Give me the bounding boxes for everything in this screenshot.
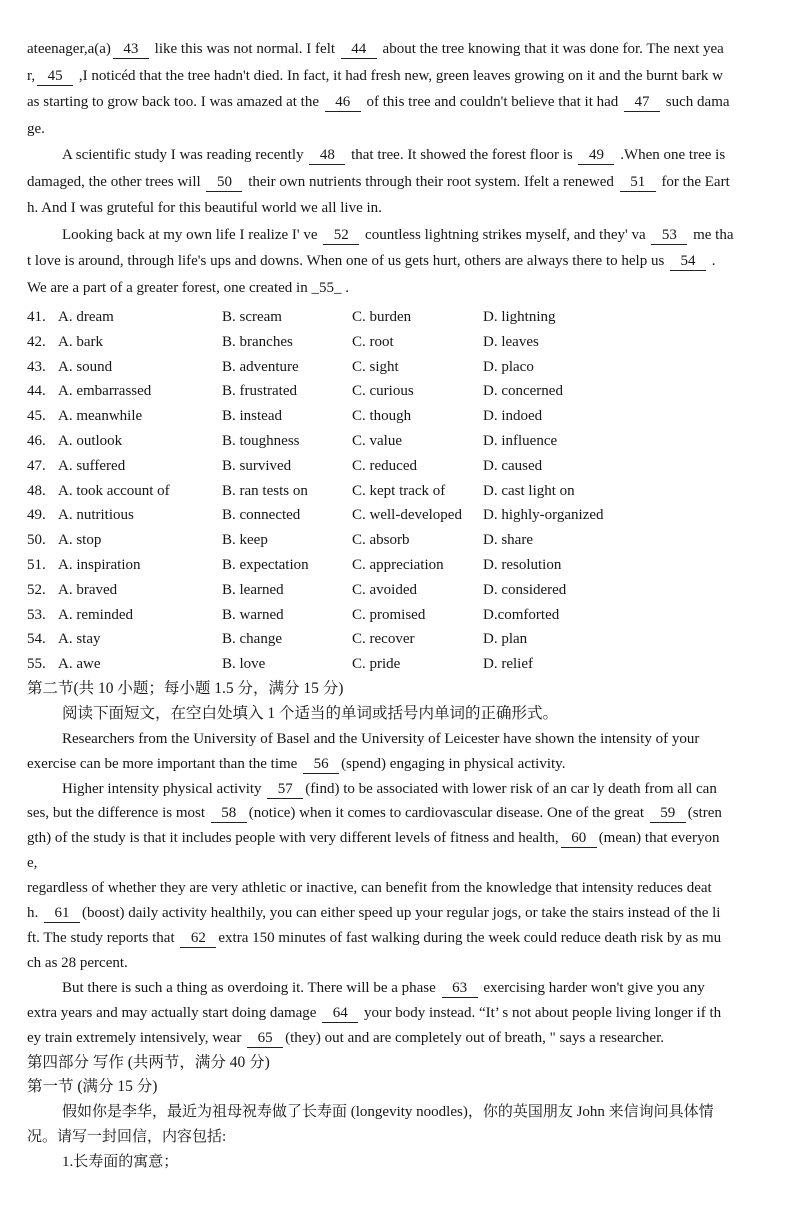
question-number: 41.	[27, 309, 46, 325]
option-b: B. change	[222, 631, 282, 648]
part4-section1-heading: 第一节 (满分 15 分)	[27, 1078, 158, 1096]
section2-block	[27, 677, 794, 1175]
passage-line: A scientific study I was reading recently 48 that tree. It showed the forest floor is 49 .When one tree is	[62, 147, 726, 163]
option-row-51	[27, 553, 794, 578]
part4-heading: 第四部分 写作 (共两节，满分 40 分)	[27, 1053, 270, 1071]
option-c: C. promised	[352, 606, 426, 623]
blank-46: 46	[325, 94, 361, 112]
option-c: C. pride	[352, 656, 401, 673]
option-a: A. awe	[58, 656, 101, 673]
option-row-43	[27, 355, 794, 380]
option-b: B. branches	[222, 333, 293, 350]
option-a: A. meanwhile	[58, 408, 143, 425]
option-c: C. though	[352, 408, 412, 425]
passage-line: But there is such a thing as overdoing it. There will be a phase 63 exercising harder won't give you any	[62, 979, 705, 996]
option-b: B. love	[222, 656, 266, 673]
option-d: D. leaves	[483, 333, 539, 350]
passage-line: Higher intensity physical activity 57 (find) to be associated with lower risk of an car ly death from all can	[62, 780, 717, 797]
cloze-options-table	[27, 305, 794, 677]
blank-49: 49	[578, 147, 614, 165]
passage-line: as starting to grow back too. I was amazed at the 46 of this tree and couldn't believe that it had 47 such dama	[27, 94, 730, 110]
option-row-47	[27, 454, 794, 479]
option-row-44	[27, 379, 794, 404]
passage-line: Researchers from the University of Basel and the University of Leicester have shown the intensity of your	[62, 730, 700, 747]
option-b: B. survived	[222, 457, 292, 474]
option-d: D. concerned	[483, 383, 563, 400]
blank-59: 59	[650, 805, 686, 823]
blank-53: 53	[651, 227, 687, 245]
passage-line: e,	[27, 855, 38, 872]
option-row-45	[27, 404, 794, 429]
question-number: 53.	[27, 606, 46, 623]
option-d: D. lightning	[483, 309, 556, 325]
option-d: D. resolution	[483, 556, 562, 573]
grammar-fill-passage	[27, 727, 794, 1051]
option-a: A. embarrassed	[58, 383, 152, 400]
passage-line: ch as 28 percent.	[27, 954, 128, 971]
option-a: A. dream	[58, 309, 114, 325]
option-d: D. share	[483, 532, 533, 549]
passage-line: 假如你是李华，最近为祖母祝寿做了长寿面 (longevity noodles)，你的英国朋友 John 来信询问具体情	[62, 1104, 714, 1121]
question-number: 45.	[27, 408, 46, 425]
option-a: A. sound	[58, 358, 113, 375]
option-b: B. connected	[222, 507, 301, 524]
blank-43: 43	[113, 41, 149, 59]
blank-56: 56	[303, 756, 339, 774]
option-b: B. expectation	[222, 556, 309, 573]
passage-line: extra years and may actually start doing damage 64 your body instead. “It’ s not about people living longer if th	[27, 1004, 722, 1021]
option-d: D. indoed	[483, 408, 543, 425]
option-b: B. adventure	[222, 358, 299, 375]
option-b: B. toughness	[222, 432, 300, 449]
passage-line: t love is around, through life's ups and downs. When one of us gets hurt, others are always there to help us 54 .	[27, 253, 716, 269]
question-number: 51.	[27, 556, 46, 573]
option-b: B. keep	[222, 532, 268, 549]
blank-51: 51	[620, 174, 656, 192]
option-c: C. root	[352, 333, 394, 350]
question-number: 52.	[27, 581, 46, 598]
blank-45: 45	[37, 68, 73, 86]
blank-52: 52	[323, 227, 359, 245]
passage-line: ey train extremely intensively, wear 65 (they) out and are completely out of breath, " says a researcher.	[27, 1029, 664, 1046]
option-d: D. relief	[483, 656, 533, 673]
cloze-passage	[27, 36, 794, 301]
option-c: C. avoided	[352, 581, 417, 598]
blank-58: 58	[211, 805, 247, 823]
passage-line: exercise can be more important than the time 56 (spend) engaging in physical activity.	[27, 755, 566, 772]
option-a: A. braved	[58, 581, 118, 598]
question-number: 44.	[27, 383, 46, 400]
option-d: D. plan	[483, 631, 528, 648]
blank-63: 63	[442, 980, 478, 998]
option-a: A. stop	[58, 532, 102, 549]
option-row-46	[27, 429, 794, 454]
option-d: D. highly-organized	[483, 507, 604, 524]
option-d: D. cast light on	[483, 482, 575, 499]
passage-line: We are a part of a greater forest, one created in _55_ .	[27, 279, 349, 296]
passage-line: ge.	[27, 120, 45, 137]
option-d: D.comforted	[483, 606, 560, 623]
option-row-48	[27, 479, 794, 504]
option-b: B. instead	[222, 408, 282, 425]
question-number: 55.	[27, 656, 46, 673]
blank-60: 60	[561, 830, 597, 848]
option-row-55	[27, 652, 794, 677]
option-d: D. influence	[483, 432, 558, 449]
blank-65: 65	[247, 1030, 283, 1048]
blank-57: 57	[267, 781, 303, 799]
option-c: C. value	[352, 432, 402, 449]
option-a: A. stay	[58, 631, 101, 648]
blank-47: 47	[624, 94, 660, 112]
passage-line: regardless of whether they are very athletic or inactive, can benefit from the knowledge that intensity reduces deat	[27, 880, 712, 897]
option-a: A. nutritious	[58, 507, 134, 524]
option-c: C. recover	[352, 631, 415, 648]
question-number: 46.	[27, 432, 46, 449]
option-row-42	[27, 330, 794, 355]
option-row-41	[27, 305, 794, 330]
question-number: 54.	[27, 631, 46, 648]
option-a: A. reminded	[58, 606, 133, 623]
passage-line: ft. The study reports that 62 extra 150 minutes of fast walking during the week could reduce death risk by as mu	[27, 930, 722, 947]
option-c: C. curious	[352, 383, 414, 400]
option-a: A. inspiration	[58, 556, 141, 573]
question-number: 42.	[27, 333, 46, 350]
question-number: 50.	[27, 532, 46, 549]
passage-line: ses, but the difference is most 58 (notice) when it comes to cardiovascular disease. One of the great 59 (stren	[27, 805, 722, 822]
option-d: D. placo	[483, 358, 534, 375]
option-c: C. reduced	[352, 457, 417, 474]
question-number: 47.	[27, 457, 46, 474]
option-row-52	[27, 578, 794, 603]
passage-line: 1.长寿面的寓意；	[62, 1154, 179, 1171]
option-d: D. caused	[483, 457, 543, 474]
passage-line: damaged, the other trees will 50 their own nutrients through their root system. Ifelt a renewed 51 for the Eart	[27, 173, 730, 190]
blank-64: 64	[322, 1005, 358, 1023]
passage-line: Looking back at my own life I realize I' ve 52 countless lightning strikes myself, and they' va 53 me tha	[62, 226, 734, 243]
passage-line: ateenager,a(a) 43 like this was not normal. I felt 44 about the tree knowing that it was done for. The next yea	[27, 41, 724, 57]
option-a: A. took account of	[58, 482, 170, 499]
section2-heading: 第二节(共 10 小题；每小题 1.5 分，满分 15 分)	[27, 679, 344, 697]
option-b: B. scream	[222, 309, 282, 325]
option-a: A. suffered	[58, 457, 126, 474]
question-number: 49.	[27, 507, 46, 524]
option-row-53	[27, 603, 794, 628]
writing-prompt	[27, 1100, 794, 1175]
option-b: B. warned	[222, 606, 284, 623]
passage-line: h. And I was gruteful for this beautiful world we all live in.	[27, 200, 382, 216]
blank-61: 61	[44, 905, 80, 923]
option-c: C. absorb	[352, 532, 410, 549]
option-c: C. sight	[352, 358, 399, 375]
blank-44: 44	[341, 41, 377, 59]
blank-54: 54	[670, 253, 706, 271]
option-a: A. bark	[58, 333, 103, 350]
passage-line: r, 45 ,I noticéd that the tree hadn't died. In fact, it had fresh new, green leaves growing on it and the burnt bark w	[27, 67, 723, 84]
option-c: C. kept track of	[352, 482, 446, 499]
option-row-49	[27, 503, 794, 528]
option-a: A. outlook	[58, 432, 123, 449]
option-b: B. ran tests on	[222, 482, 308, 499]
question-number: 48.	[27, 482, 46, 499]
passage-line: 况。请写一封回信，内容包括:	[27, 1129, 227, 1146]
question-number: 43.	[27, 358, 46, 375]
passage-line: h. 61 (boost) daily activity healthily, you can either speed up your regular jogs, or take the stairs instead of the li	[27, 905, 721, 922]
option-b: B. frustrated	[222, 383, 297, 400]
blank-50: 50	[206, 174, 242, 192]
option-row-54	[27, 627, 794, 652]
option-b: B. learned	[222, 581, 284, 598]
option-c: C. burden	[352, 309, 412, 325]
option-c: C. appreciation	[352, 556, 444, 573]
option-c: C. well-developed	[352, 507, 462, 524]
passage-line: gth) of the study is that it includes people with very different levels of fitness and health, 60 (mean) that everyon	[27, 830, 720, 847]
blank-62: 62	[180, 930, 216, 948]
section2-instruction: 阅读下面短文，在空白处填入 1 个适当的单词或括号内单词的正确形式。	[62, 704, 559, 722]
option-d: D. considered	[483, 581, 567, 598]
blank-48: 48	[309, 147, 345, 165]
option-row-50	[27, 528, 794, 553]
